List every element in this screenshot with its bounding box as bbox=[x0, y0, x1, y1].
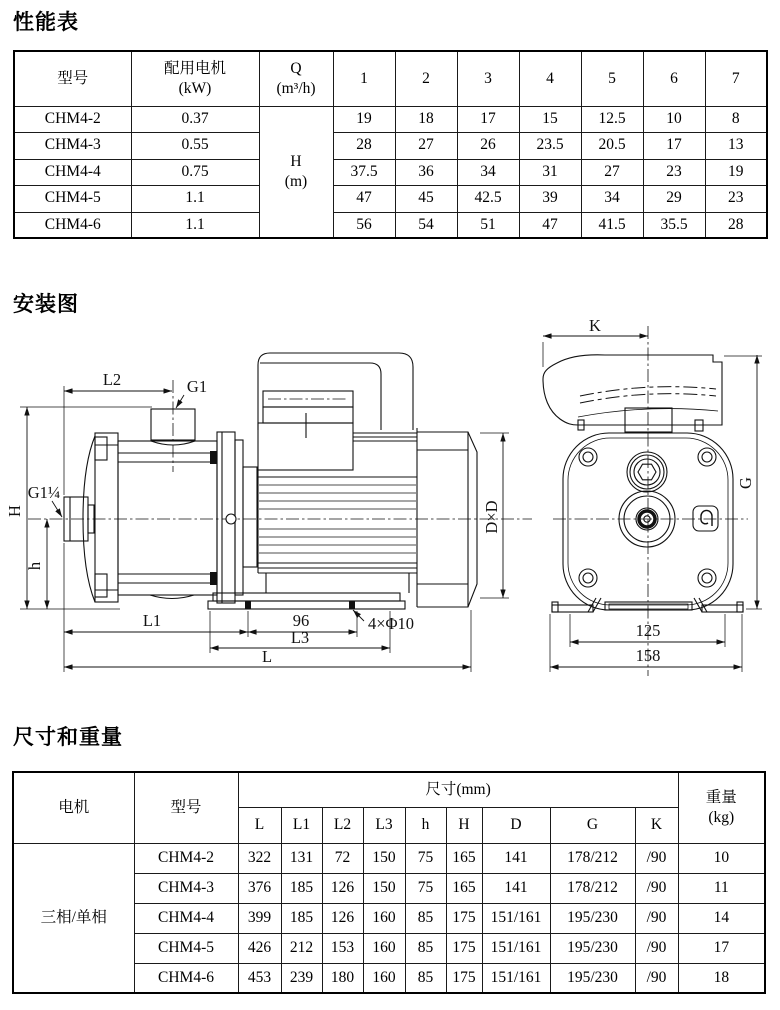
value-cell: 26 bbox=[457, 132, 519, 159]
header-q-line2: (m³/h) bbox=[276, 79, 316, 97]
dim-cell: 126 bbox=[322, 903, 363, 933]
header-model: 型号 bbox=[14, 51, 131, 106]
model-cell: CHM4-6 bbox=[14, 212, 131, 238]
motor-type-cell: 三相/单相 bbox=[13, 843, 134, 993]
motor-flange bbox=[217, 432, 257, 603]
brand-logo bbox=[693, 506, 718, 531]
dim-cell: 126 bbox=[322, 873, 363, 903]
value-cell: 54 bbox=[395, 212, 457, 238]
header-model: 型号 bbox=[134, 772, 238, 843]
dim-cell: 160 bbox=[363, 933, 405, 963]
dimensions-section-title: 尺寸和重量 bbox=[13, 726, 123, 749]
kw-cell: 1.1 bbox=[131, 185, 259, 212]
dim-cell: 160 bbox=[363, 903, 405, 933]
header-q-line1: Q bbox=[290, 59, 302, 77]
dim-cell: 180 bbox=[322, 963, 363, 993]
installation-section-title: 安装图 bbox=[13, 293, 79, 316]
leader-bolt bbox=[353, 610, 364, 621]
header-flow-2: 2 bbox=[395, 51, 457, 106]
header-flow-7: 7 bbox=[705, 51, 767, 106]
weight-cell: 10 bbox=[678, 843, 765, 873]
leader-G1 bbox=[176, 395, 184, 408]
dim-label-bolt: 4×Φ10 bbox=[367, 614, 415, 633]
fan-cover bbox=[417, 428, 477, 607]
value-cell: 19 bbox=[705, 159, 767, 185]
value-cell: 42.5 bbox=[457, 185, 519, 212]
dim-cell: /90 bbox=[635, 843, 678, 873]
performance-header-row bbox=[14, 51, 767, 106]
value-cell: 47 bbox=[519, 212, 581, 238]
model-cell: CHM4-6 bbox=[134, 963, 238, 993]
dim-cell: 150 bbox=[363, 873, 405, 903]
header-dim-L1: L1 bbox=[281, 807, 322, 843]
dim-cell: 165 bbox=[446, 873, 482, 903]
table-row bbox=[14, 212, 767, 238]
table-row bbox=[14, 185, 767, 212]
kw-cell: 0.55 bbox=[131, 132, 259, 159]
dim-cell: 85 bbox=[405, 963, 446, 993]
header-motor-line1: 配用电机 bbox=[163, 59, 226, 77]
dimension-weight-table bbox=[12, 771, 766, 994]
dim-cell: 453 bbox=[238, 963, 281, 993]
dim-cell: 399 bbox=[238, 903, 281, 933]
value-cell: 27 bbox=[395, 132, 457, 159]
value-cell: 28 bbox=[705, 212, 767, 238]
value-cell: 12.5 bbox=[581, 106, 643, 132]
value-cell: 51 bbox=[457, 212, 519, 238]
dim-label-G1-quarter: G1¼ bbox=[27, 483, 61, 502]
dim-cell: 426 bbox=[238, 933, 281, 963]
head-unit-line2: (m) bbox=[284, 172, 308, 190]
leader-G1-quarter bbox=[52, 501, 62, 517]
header-motor: 电机 bbox=[13, 772, 134, 843]
dim-cell: 165 bbox=[446, 843, 482, 873]
dim-label-158: 158 bbox=[635, 646, 661, 665]
value-cell: 28 bbox=[333, 132, 395, 159]
pump-head bbox=[83, 433, 118, 602]
dim-label-h: h bbox=[25, 561, 44, 571]
table-row bbox=[13, 843, 765, 873]
header-flow-3: 3 bbox=[457, 51, 519, 106]
dim-cell: 195/230 bbox=[550, 933, 635, 963]
dim-cell: 72 bbox=[322, 843, 363, 873]
dim-label-DxD: D×D bbox=[482, 500, 501, 534]
bolt-holes bbox=[579, 448, 716, 587]
header-flow-q bbox=[259, 51, 333, 106]
dim-cell: 75 bbox=[405, 843, 446, 873]
value-cell: 8 bbox=[705, 106, 767, 132]
performance-section-title: 性能表 bbox=[13, 11, 79, 34]
dim-label-125: 125 bbox=[635, 621, 661, 640]
header-weight-line2: (kg) bbox=[708, 808, 735, 826]
value-cell: 23.5 bbox=[519, 132, 581, 159]
dim-label-L3: L3 bbox=[290, 628, 310, 647]
dim-cell: 195/230 bbox=[550, 963, 635, 993]
dim-cell: 185 bbox=[281, 873, 322, 903]
head-unit-cell bbox=[259, 106, 333, 238]
value-cell: 56 bbox=[333, 212, 395, 238]
dim-label-G: G bbox=[736, 477, 755, 489]
header-flow-1: 1 bbox=[333, 51, 395, 106]
dim-cell: 239 bbox=[281, 963, 322, 993]
value-cell: 34 bbox=[581, 185, 643, 212]
header-motor bbox=[131, 51, 259, 106]
dim-cell: /90 bbox=[635, 963, 678, 993]
model-cell: CHM4-5 bbox=[14, 185, 131, 212]
dim-cell: 75 bbox=[405, 873, 446, 903]
kw-cell: 0.75 bbox=[131, 159, 259, 185]
header-weight-line1: 重量 bbox=[705, 788, 737, 806]
head-unit-line1: H bbox=[290, 152, 302, 170]
dim-label-G1: G1 bbox=[186, 377, 208, 396]
weight-cell: 11 bbox=[678, 873, 765, 903]
value-cell: 27 bbox=[581, 159, 643, 185]
dim-cell: 175 bbox=[446, 963, 482, 993]
installation-drawing bbox=[0, 320, 780, 700]
dim-cell: 178/212 bbox=[550, 873, 635, 903]
value-cell: 15 bbox=[519, 106, 581, 132]
motor-silhouette bbox=[543, 355, 722, 432]
value-cell: 41.5 bbox=[581, 212, 643, 238]
dim-cell: 141 bbox=[482, 843, 550, 873]
value-cell: 37.5 bbox=[333, 159, 395, 185]
kw-cell: 1.1 bbox=[131, 212, 259, 238]
model-cell: CHM4-4 bbox=[14, 159, 131, 185]
value-cell: 31 bbox=[519, 159, 581, 185]
value-cell: 36 bbox=[395, 159, 457, 185]
table-row bbox=[14, 106, 767, 132]
header-dim-D: D bbox=[482, 807, 550, 843]
header-motor-line2: (kW) bbox=[178, 79, 212, 97]
header-dim-L2: L2 bbox=[322, 807, 363, 843]
dim-cell: 185 bbox=[281, 903, 322, 933]
header-weight bbox=[678, 772, 765, 843]
dim-cell: 151/161 bbox=[482, 963, 550, 993]
model-cell: CHM4-2 bbox=[134, 843, 238, 873]
terminal-box bbox=[258, 391, 353, 470]
header-dim-H: H bbox=[446, 807, 482, 843]
performance-table bbox=[13, 50, 768, 239]
value-cell: 23 bbox=[705, 185, 767, 212]
header-dim-G: G bbox=[550, 807, 635, 843]
motor-body bbox=[258, 433, 417, 593]
dim-cell: 175 bbox=[446, 903, 482, 933]
dim-cell: 150 bbox=[363, 843, 405, 873]
header-dim-L3: L3 bbox=[363, 807, 405, 843]
dim-label-K: K bbox=[589, 320, 601, 335]
dim-cell: 376 bbox=[238, 873, 281, 903]
dim-label-L1: L1 bbox=[142, 611, 162, 630]
value-cell: 13 bbox=[705, 132, 767, 159]
header-flow-4: 4 bbox=[519, 51, 581, 106]
dim-label-96: 96 bbox=[292, 611, 310, 630]
header-flow-5: 5 bbox=[581, 51, 643, 106]
value-cell: 47 bbox=[333, 185, 395, 212]
dim-label-L2: L2 bbox=[102, 370, 122, 389]
fill-plug bbox=[627, 452, 667, 492]
weight-cell: 18 bbox=[678, 963, 765, 993]
dim-cell: 151/161 bbox=[482, 903, 550, 933]
dim-cell: 160 bbox=[363, 963, 405, 993]
value-cell: 39 bbox=[519, 185, 581, 212]
value-cell: 35.5 bbox=[643, 212, 705, 238]
dim-cell: 153 bbox=[322, 933, 363, 963]
dim-cell: /90 bbox=[635, 873, 678, 903]
header-dim-L: L bbox=[238, 807, 281, 843]
dim-cell: 131 bbox=[281, 843, 322, 873]
dim-cell: 85 bbox=[405, 933, 446, 963]
dim-label-H: H bbox=[5, 505, 24, 517]
header-flow-6: 6 bbox=[643, 51, 705, 106]
model-cell: CHM4-5 bbox=[134, 933, 238, 963]
kw-cell: 0.37 bbox=[131, 106, 259, 132]
dim-cell: 141 bbox=[482, 873, 550, 903]
dim-cell: 212 bbox=[281, 933, 322, 963]
dim-cell: 85 bbox=[405, 903, 446, 933]
dim-cell: /90 bbox=[635, 933, 678, 963]
value-cell: 18 bbox=[395, 106, 457, 132]
value-cell: 23 bbox=[643, 159, 705, 185]
value-cell: 20.5 bbox=[581, 132, 643, 159]
weight-cell: 14 bbox=[678, 903, 765, 933]
value-cell: 34 bbox=[457, 159, 519, 185]
model-cell: CHM4-2 bbox=[14, 106, 131, 132]
model-cell: CHM4-3 bbox=[14, 132, 131, 159]
model-cell: CHM4-3 bbox=[134, 873, 238, 903]
header-dim-h: h bbox=[405, 807, 446, 843]
table-row bbox=[14, 132, 767, 159]
dims-header-row-1 bbox=[13, 772, 765, 807]
pump-stage-cylinder bbox=[118, 441, 217, 599]
weight-cell: 17 bbox=[678, 933, 765, 963]
value-cell: 17 bbox=[643, 132, 705, 159]
dim-cell: 195/230 bbox=[550, 903, 635, 933]
dim-label-L: L bbox=[261, 647, 273, 666]
dim-cell: 151/161 bbox=[482, 933, 550, 963]
value-cell: 19 bbox=[333, 106, 395, 132]
value-cell: 45 bbox=[395, 185, 457, 212]
model-cell: CHM4-4 bbox=[134, 903, 238, 933]
value-cell: 29 bbox=[643, 185, 705, 212]
value-cell: 17 bbox=[457, 106, 519, 132]
dim-cell: 175 bbox=[446, 933, 482, 963]
header-dim-K: K bbox=[635, 807, 678, 843]
dim-cell: /90 bbox=[635, 903, 678, 933]
dim-cell: 178/212 bbox=[550, 843, 635, 873]
dim-cell: 322 bbox=[238, 843, 281, 873]
value-cell: 10 bbox=[643, 106, 705, 132]
table-row bbox=[14, 159, 767, 185]
header-dims-group: 尺寸(mm) bbox=[238, 772, 678, 807]
